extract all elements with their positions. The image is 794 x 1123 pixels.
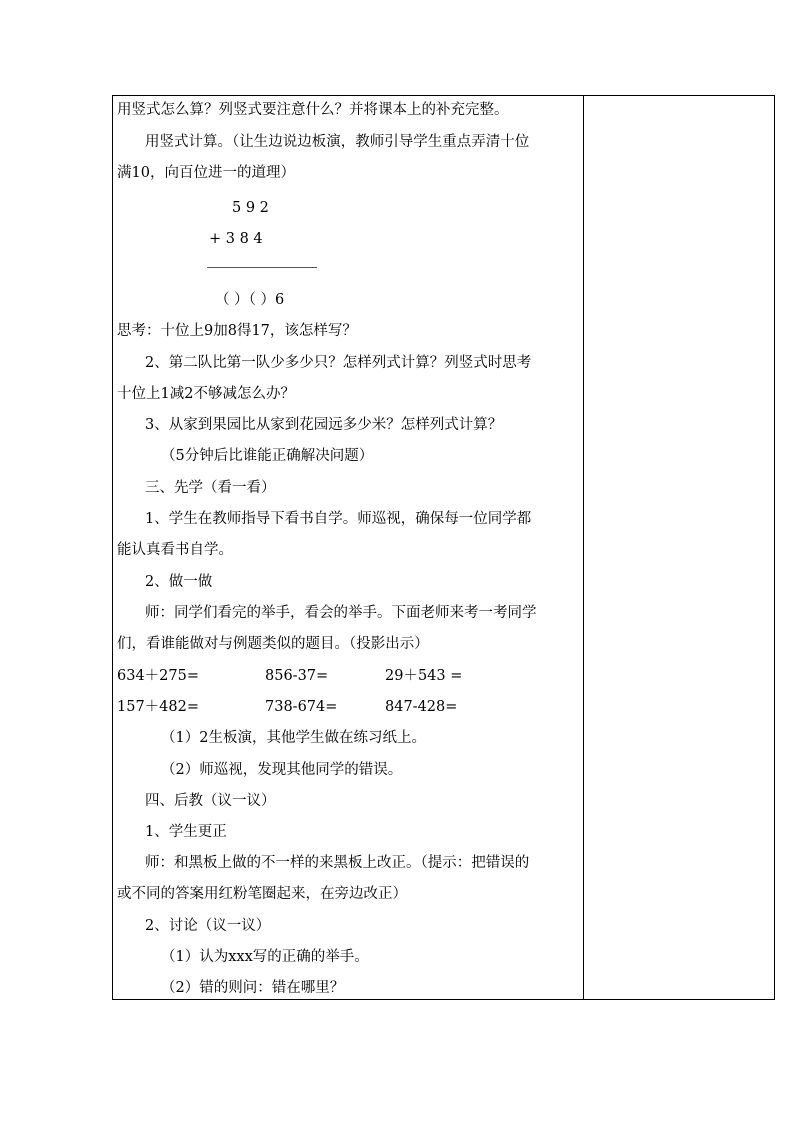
text-line: 1、学生在教师指导下看书自学。师巡视，确保每一位同学都	[145, 511, 532, 527]
text-line: 能认真看书自学。	[117, 542, 233, 558]
text-line: （5分钟后比谁能正确解决问题）	[161, 448, 374, 464]
vertical-addend-2: + 3 8 4	[209, 231, 263, 247]
text-line: 3、从家到果园比从家到花园远多少米？怎样列式计算？	[145, 417, 503, 433]
text-line: 2、第二队比第一队少多少只？怎样列式计算？列竖式时思考	[145, 355, 532, 371]
exercise: 847-428=	[385, 699, 458, 715]
vertical-addend-1: 5 9 2	[232, 200, 269, 216]
exercise: 856-37=	[265, 668, 329, 684]
exercise: 157＋482=	[117, 699, 200, 715]
text-line: 十位上1减2不够减怎么办？	[117, 386, 295, 402]
vertical-sum-rule	[207, 267, 317, 269]
text-line: 用竖式计算。（让生边说边板演，教师引导学生重点弄清十位	[145, 134, 530, 150]
text-line: 思考：十位上9加8得17，该怎样写？	[117, 323, 357, 339]
text-line: （1）2生板演，其他学生做在练习纸上。	[161, 730, 426, 746]
text-line: 师：同学们看完的举手，看会的举手。下面老师来考一考同学	[145, 605, 537, 621]
exercise: 738-674=	[265, 699, 338, 715]
notes-cell	[584, 96, 774, 999]
text-line: 或不同的答案用红粉笔圈起来，在旁边改正）	[117, 886, 407, 902]
text-line: （2）错的则问：错在哪里？	[161, 980, 345, 996]
exercise: 29＋543 =	[385, 668, 463, 684]
vertical-result: （ ）（ ）6	[215, 292, 285, 308]
lesson-content-cell	[117, 96, 579, 999]
text-line: 们，看谁能做对与例题类似的题目。（投影出示）	[117, 636, 429, 652]
exercise: 634＋275=	[117, 668, 200, 684]
text-line: （1）认为xxx写的正确的举手。	[161, 949, 369, 965]
text-line: 师：和黑板上做的不一样的来黑板上改正。（提示：把错误的	[145, 855, 530, 871]
text-line: 满10，向百位进一的道理）	[117, 165, 295, 181]
section-heading: 四、后教（议一议）	[145, 793, 276, 809]
text-line: 2、讨论（议一议）	[145, 918, 271, 934]
text-line: （2）师巡视，发现其他同学的错误。	[161, 762, 403, 778]
text-line: 用竖式怎么算？列竖式要注意什么？并将课本上的补充完整。	[117, 102, 509, 118]
text-line: 1、学生更正	[145, 824, 227, 840]
text-line: 2、做一做	[145, 574, 213, 590]
section-heading: 三、先学（看一看）	[145, 480, 276, 496]
lesson-table	[112, 95, 775, 1000]
